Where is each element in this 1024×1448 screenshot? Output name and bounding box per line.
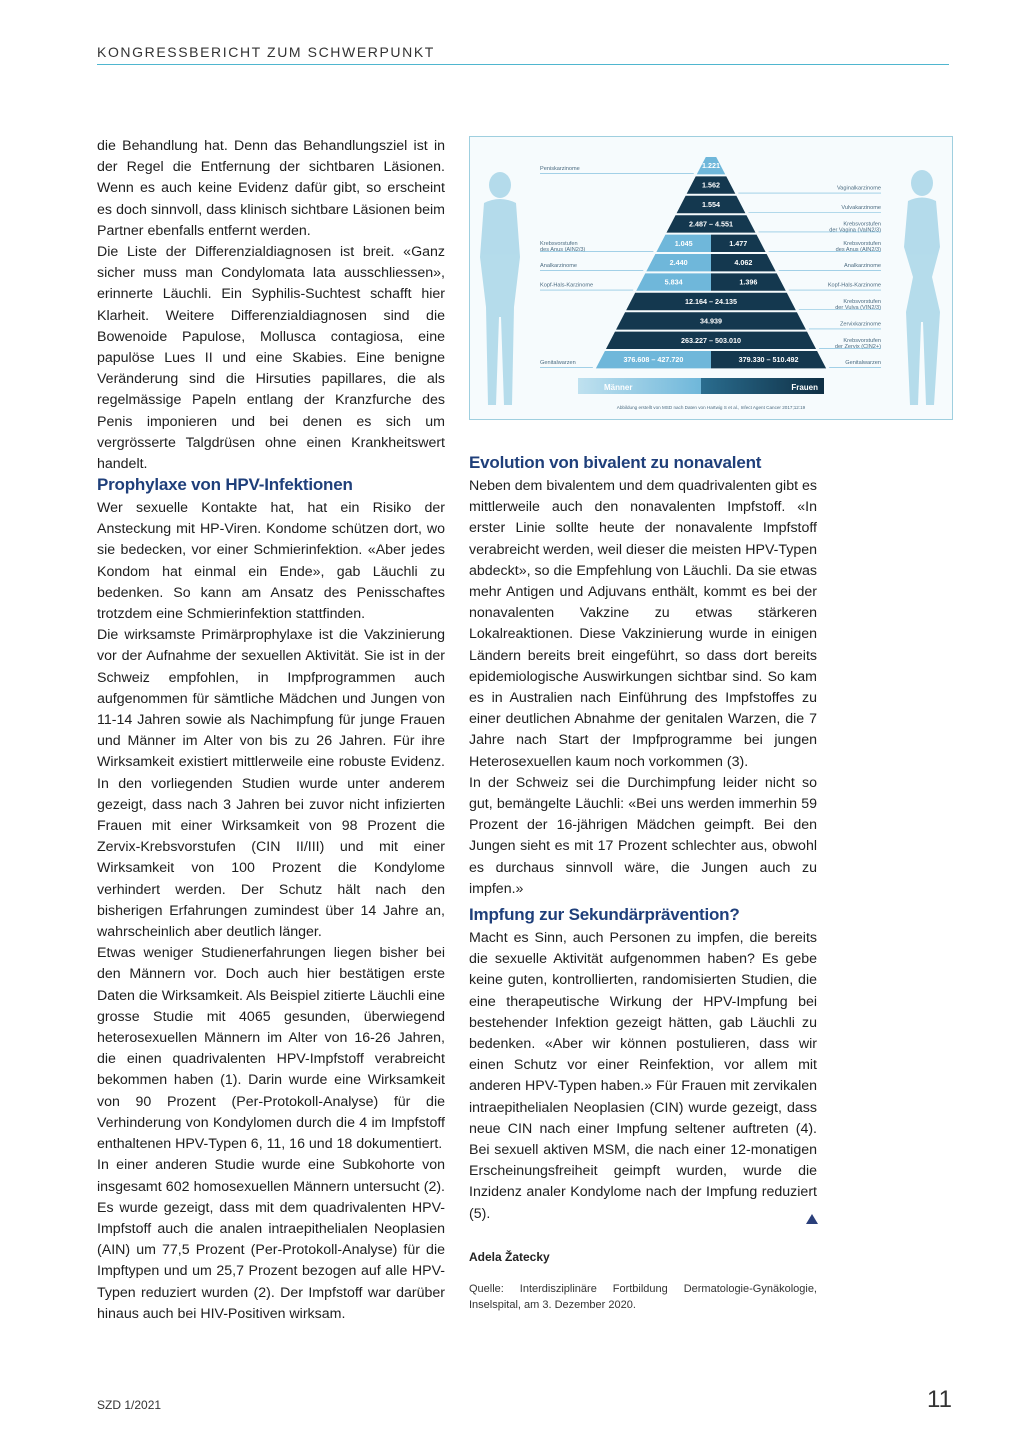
pyramid-value: 2.440 — [669, 258, 688, 268]
author: Adela Žatecky — [469, 1250, 550, 1264]
end-of-article-triangle-icon — [806, 1214, 818, 1224]
page-number: 11 — [927, 1386, 952, 1413]
right-row-label: Zervixkarzinome — [839, 321, 881, 328]
pyramid-value: 1.562 — [702, 180, 720, 190]
pyramid-value: 263.227 – 503.010 — [681, 335, 741, 345]
section-heading-evolution: Evolution von bivalent zu nonavalent — [469, 453, 762, 472]
figure-caption: Abbildung erstellt von MSD nach Daten von Hartwig S et al., Infect Agent Cancer 2017;12:19 — [616, 405, 806, 410]
right-row-label: Krebsvorstufen des Anus (AIN2/3) — [835, 240, 881, 253]
prophylaxe-body — [97, 498, 445, 1325]
left-row-label: Analkarzinome — [540, 263, 577, 270]
hpv-burden-pyramid-figure — [469, 136, 953, 420]
paragraph: In einer anderen Studie wurde eine Subkohorte von insgesamt 602 homosexuellen Männern untersucht (2). Es wurde gezeigt, dass mit dem quadrivalenten HPV-Impfstoff auch die analen intraepithelialen Neoplasien (AIN) um 77,5 Prozent (Per-Protokoll-Analyse) für die Impftypen und um 25,7 Prozent bezogen auf alle HPV-Typen reduziert wurden (2). Der Impfstoff war darüber hinaus auch bei HIV-Positiven wirksam. — [97, 1157, 445, 1322]
pyramid-value: 4.062 — [734, 258, 753, 268]
right-row-label: Analkarzinome — [844, 263, 881, 270]
left-row-label: Krebsvorstufen des Anus (AIN2/3) — [540, 240, 586, 253]
men-axis-label: Männer — [604, 383, 633, 392]
pyramid-value: 12.164 – 24.135 — [685, 297, 737, 306]
paragraph: In der Schweiz sei die Durchimpfung leider nicht so gut, bemängelte Läuchli: «Bei uns werden immerhin 59 Prozent der 16-jährigen Mädchen geimpft. Bei den Jungen sieht es mit 17 Prozent schlechter aus, obwohl es durchaus sinnvoll wäre, die Jungen auch zu impfen.» — [469, 774, 817, 897]
pyramid-value: 1.554 — [702, 200, 720, 209]
paragraph: Die wirksamste Primärprophylaxe ist die Vakzinierung vor der Aufnahme der sexuellen Aktivität. Sie ist in der Schweiz empfohlen, in Impfprogrammen auch aufgenommen für sämtliche Mädchen und Jungen von 11-14 Jahren sowie als Nachimpfung für junge Frauen und Männer im Alter von bis zu 26 Jahren. Für ihre Wirksamkeit existiert mittlerweile eine robuste Evidenz. In den vorliegenden Studien wurde unter anderem gezeigt, dass nach 3 Jahren bei zuvor nicht infizierten Frauen mit einer Wirksamkeit von 98 Prozent die Zervix-Krebsvorstufen (CIN II/III) und mit einer Wirksamkeit von 100 Prozent die Kondylome verhindert werden. Der Schutz hält nach den bisherigen Erfahrungen zumindest über 14 Jahre an, wahrscheinlich aber deutlich länger. — [97, 627, 445, 941]
female-silhouette-icon — [904, 170, 940, 405]
right-row-label: Krebsvorstufen der Vagina (VaIN2/3) — [829, 221, 881, 234]
source-note: Quelle: Interdisziplinäre Fortbildung Dermatologie-Gynäkologie, Inselspital, am 3. Dezember 2020. — [469, 1283, 817, 1311]
right-row-label: Krebsvorstufen der Vulva (VIN2/3) — [835, 299, 881, 312]
left-row-label: Kopf-Hals-Karzinome — [540, 282, 594, 289]
pyramid-value: 1.477 — [729, 238, 748, 248]
left-column — [97, 136, 445, 475]
pyramid-value: 2.487 – 4.551 — [689, 219, 733, 229]
pyramid-value: 5.834 — [664, 277, 683, 287]
journal-issue: SZD 1/2021 — [97, 1398, 162, 1412]
evolution-body — [469, 476, 817, 900]
right-row-label: Vaginalkarzinome — [836, 185, 881, 192]
paragraph: Wer sexuelle Kontakte hat, hat ein Risiko der Ansteckung mit HP-Viren. Kondome schützen dort, wo sie bedecken, vor einer Schmierinfektion. «Aber jedes Kondom hat einmal ein Ende», gab Läuchli zu bedenken. So kann am Ansatz des Penisschaftes trotzdem eine Schmierinfektion stattfinden. — [97, 500, 445, 623]
header-rule — [97, 64, 949, 65]
left-row-label: Peniskarzinome — [540, 166, 580, 173]
impfung-body — [469, 928, 817, 1225]
section-heading-impfung: Impfung zur Sekundärprävention? — [469, 905, 740, 924]
male-silhouette-icon — [480, 172, 520, 405]
pyramid — [596, 157, 826, 368]
pyramid-value: 379.330 – 510.492 — [738, 355, 799, 365]
section-heading-prophylaxe: Prophylaxe von HPV-Infektionen — [97, 475, 353, 494]
left-row-label: Genitalwarzen — [540, 360, 576, 367]
paragraph: die Behandlung hat. Denn das Behandlungsziel ist in der Regel die Entfernung der sichtbaren Läsionen. Wenn es auch keine Evidenz dafür gibt, so erscheint es doch sinnvoll, dass klinisch sichtbare Läsionen beim Partner ebenfalls entfernt werden. — [97, 138, 445, 239]
pyramid-value: 376.608 – 427.720 — [623, 355, 684, 365]
pyramid-value: 1.221 — [702, 161, 720, 171]
pyramid-value: 34.939 — [700, 316, 722, 326]
pyramid-value: 1.396 — [739, 277, 758, 287]
right-row-label: Genitalwarzen — [845, 360, 881, 367]
paragraph: Die Liste der Differenzialdiagnosen ist breit. «Ganz sicher muss man Condylomata lata ausschliessen», erinnerte Läuchli. Ein Syphilis-Suchtest schafft hier Klarheit. Weitere Differenzialdiagnosen sind die Bowenoide Papulose, Mollusca contagiosa, eine papulöse Lues II und eine Skabies. Eine benigne Veränderung sind die Hirsuties papillares, die als regelmässige Papeln entlang der Kranzfurche des Penis imponieren und bei denen es sich um vergrösserte Talgdrüsen ohne einen Krankheitswert handelt. — [97, 244, 445, 473]
women-axis-label: Frauen — [791, 383, 818, 392]
paragraph: Neben dem bivalentem und dem quadrivalenten gibt es mittlerweile auch den nonavalenten Impfstoff. «In erster Linie sollte heute der nonavalente Impfstoff verabreicht werden, weil dieser die meisten HPV-Typen abdeckt», so die Empfehlung von Läuchli. Da sie etwas mehr Antigen und Adjuvans enthält, kommt es bei der nonavalenten Vakzine zu etwas stärkeren Lokalreaktionen. Diese Vakzinierung wurde in einigen Ländern bereits breit eingeführt, so dass dort bereits epidemiologische Auswirkungen sichtbar sind. So kam es in Australien nach Einführung des Impfstoffes zu einer deutlichen Abnahme der genitalen Warzen, die 7 Jahre nach Start der Impfprogramme bei jungen Heterosexuellen kaum noch vorkommen (3). — [469, 478, 817, 770]
right-row-label: Kopf-Hals-Karzinome — [827, 282, 881, 289]
pyramid-svg — [470, 137, 952, 419]
paragraph: Etwas weniger Studienerfahrungen liegen bisher bei den Männern vor. Doch auch hier bestätigen erste Daten die Wirksamkeit. Als Beispiel zitierte Läuchli eine grosse Studie mit 4065 gesunden, überwiegend heterosexuellen Männern im Alter von 16-26 Jahren, die einen quadrivalenten HPV-Impfstoff verabreicht bekommen haben (1). Darin wurde eine Wirksamkeit von 90 Prozent (Per-Protokoll-Analyse) für die Verhinderung von Kondylomen durch die 4 im Impfstoff enthaltenen HPV-Typen 6, 11, 16 und 18 dokumentiert. — [97, 945, 445, 1153]
right-row-label: Vulvakarzinome — [841, 205, 881, 211]
running-header: KONGRESSBERICHT ZUM SCHWERPUNKT — [97, 44, 435, 60]
pyramid-value: 1.045 — [674, 238, 693, 248]
paragraph: Macht es Sinn, auch Personen zu impfen, die bereits die sexuelle Aktivität aufgenommen haben? Es gebe keine guten, kontrollierten, randomisierten Studien, die eine therapeutische Wirkung der HPV-Impfung bei bestehender Infektion gezeigt hätten, gab Läuchli zu bedenken. «Aber wir können postulieren, dass wir einen Schutz vor einer Reinfektion, vor allem mit anderen HPV-Typen haben.» Für Frauen mit zervikalen intraepithelialen Neoplasien (CIN) wurde gezeigt, dass neue CIN nach einer Impfung seltener auftreten (4). Bei sexuell aktiven MSM, die nach einer 12-monatigen Erscheinungsfreiheit geimpft wurden, wurde die Inzidenz analer Kondylome nach der Impfung reduziert (5). — [469, 930, 817, 1222]
right-row-label: Krebsvorstufen der Zervix (CIN2+) — [834, 337, 881, 350]
